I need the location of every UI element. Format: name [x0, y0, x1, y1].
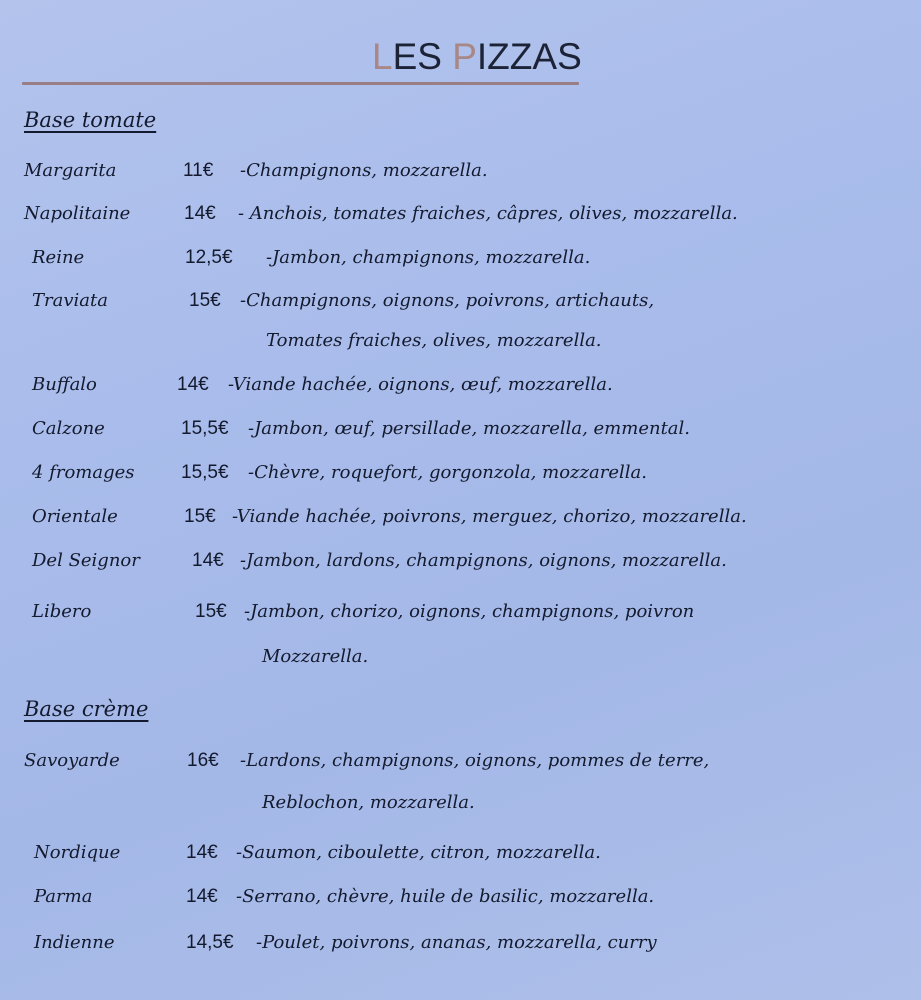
item-price: 14€ — [186, 886, 218, 907]
item-description: -Jambon, chorizo, oignons, champignons, poivron — [244, 601, 695, 622]
menu-item-libero — [0, 597, 921, 627]
title-part: ES — [392, 36, 453, 77]
item-name: Margarita — [24, 160, 117, 181]
item-name: Nordique — [34, 842, 121, 863]
item-name: Traviata — [32, 290, 108, 311]
item-price: 15€ — [184, 506, 216, 527]
item-price: 11€ — [183, 160, 214, 181]
item-description: -Jambon, champignons, mozzarella. — [266, 247, 591, 268]
item-description: -Jambon, lardons, champignons, oignons, mozzarella. — [240, 550, 727, 571]
item-name: Savoyarde — [24, 750, 120, 771]
item-description-continuation: Reblochon, mozzarella. — [262, 792, 475, 813]
menu-item-calzone — [0, 414, 921, 444]
menu-item-buffalo — [0, 370, 921, 400]
menu-item-indienne — [0, 928, 921, 958]
section-heading-base-tomate: Base tomate — [24, 108, 157, 132]
item-description: -Chèvre, roquefort, gorgonzola, mozzarella. — [248, 462, 647, 483]
item-price: 12,5€ — [185, 247, 233, 268]
item-price: 14€ — [186, 842, 218, 863]
item-name: Calzone — [32, 418, 105, 439]
item-price: 15,5€ — [181, 462, 229, 483]
title-underline-rule — [22, 82, 579, 85]
item-name: Reine — [32, 247, 85, 268]
item-price: 15€ — [195, 601, 227, 622]
item-name: Indienne — [34, 932, 115, 953]
item-description: -Poulet, poivrons, ananas, mozzarella, curry — [256, 932, 657, 953]
menu-item-traviata — [0, 286, 921, 316]
menu-item-del-seignor — [0, 546, 921, 576]
item-price: 14,5€ — [186, 932, 234, 953]
item-price: 15,5€ — [181, 418, 229, 439]
item-description-continuation: Tomates fraiches, olives, mozzarella. — [266, 330, 602, 351]
item-description: -Lardons, champignons, oignons, pommes de terre, — [240, 750, 710, 771]
title-initial-p: P — [452, 36, 477, 77]
item-description: - Anchois, tomates fraiches, câpres, olives, mozzarella. — [238, 203, 738, 224]
item-name: Libero — [32, 601, 92, 622]
page-title — [372, 38, 582, 75]
item-name: Napolitaine — [24, 203, 131, 224]
item-name: 4 fromages — [32, 462, 135, 483]
item-description: -Serrano, chèvre, huile de basilic, mozzarella. — [236, 886, 655, 907]
item-description: -Viande hachée, oignons, œuf, mozzarella. — [228, 374, 613, 395]
item-description: -Viande hachée, poivrons, merguez, chorizo, mozzarella. — [232, 506, 747, 527]
item-description: -Jambon, œuf, persillade, mozzarella, emmental. — [248, 418, 691, 439]
item-price: 14€ — [184, 203, 216, 224]
item-description: -Champignons, mozzarella. — [240, 160, 488, 181]
item-name: Parma — [34, 886, 93, 907]
section-heading-base-creme: Base crème — [24, 697, 149, 721]
item-name: Buffalo — [32, 374, 97, 395]
menu-item-savoyarde — [0, 746, 921, 776]
menu-item-orientale — [0, 502, 921, 532]
menu-item-4-fromages — [0, 458, 921, 488]
item-description: -Saumon, ciboulette, citron, mozzarella. — [236, 842, 601, 863]
item-price: 14€ — [192, 550, 224, 571]
menu-item-parma — [0, 882, 921, 912]
item-name: Orientale — [32, 506, 118, 527]
title-initial-l: L — [372, 36, 393, 77]
title-part: IZZAS — [476, 36, 582, 77]
item-price: 15€ — [189, 290, 221, 311]
item-description-continuation: Mozzarella. — [262, 646, 369, 667]
item-description: -Champignons, oignons, poivrons, artichauts, — [240, 290, 655, 311]
item-price: 16€ — [187, 750, 219, 771]
item-price: 14€ — [177, 374, 209, 395]
menu-item-reine — [0, 243, 921, 273]
menu-item-napolitaine — [0, 199, 921, 229]
item-name: Del Seignor — [32, 550, 140, 571]
menu-item-nordique — [0, 838, 921, 868]
menu-item-margarita — [0, 156, 921, 186]
